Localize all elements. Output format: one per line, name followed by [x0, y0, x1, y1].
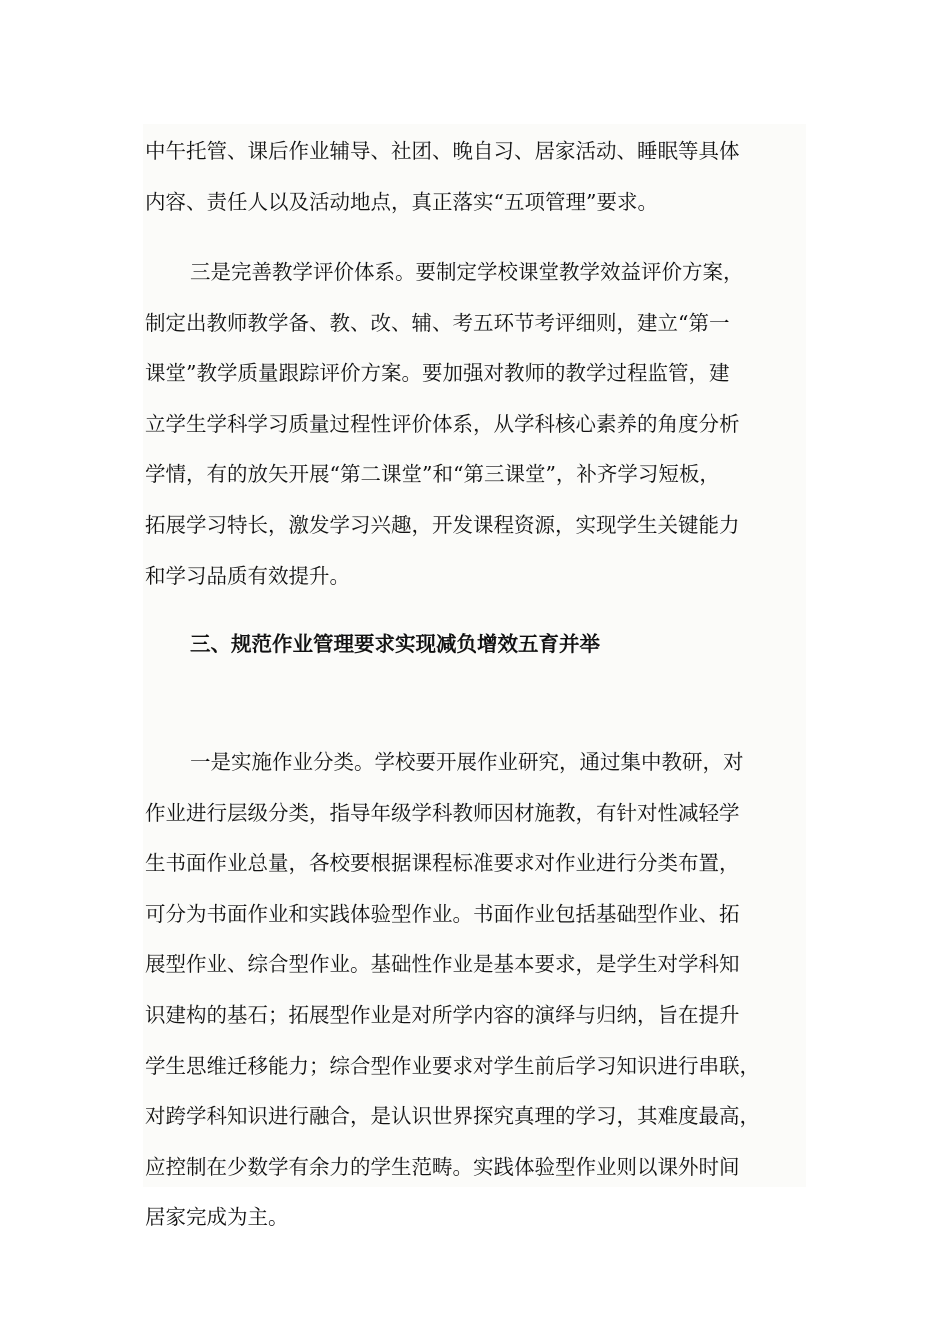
text-line: 居家完成为主。 — [145, 1205, 289, 1230]
text-line: 立学生学科学习质量过程性评价体系，从学科核心素养的角度分析 — [145, 411, 740, 436]
paragraph-continuation — [145, 126, 813, 227]
text-line: 展型作业、综合型作业。基础性作业是基本要求，是学生对学科知 — [145, 952, 740, 977]
paragraph-teaching-evaluation — [145, 247, 813, 601]
section-heading — [145, 619, 813, 670]
text-line: 课堂”教学质量跟踪评价方案。要加强对教师的教学过程监管，建 — [145, 361, 730, 386]
document-page — [143, 124, 806, 1230]
text-line: 和学习品质有效提升。 — [145, 563, 350, 588]
text-line: 制定出教师教学备、教、改、辅、考五环节考评细则，建立“第一 — [145, 310, 730, 335]
text-line: 可分为书面作业和实践体验型作业。书面作业包括基础型作业、拓 — [145, 901, 740, 926]
text-line: 三是完善教学评价体系。要制定学校课堂教学效益评价方案， — [190, 260, 744, 284]
text-line: 作业进行层级分类，指导年级学科教师因材施教，有针对性减轻学 — [145, 800, 740, 825]
text-line: 拓展学习特长，激发学习兴趣，开发课程资源，实现学生关键能力 — [145, 512, 740, 537]
text-line: 识建构的基石；拓展型作业是对所学内容的演绎与归纳，旨在提升 — [145, 1002, 740, 1027]
text-line: 内容、责任人以及活动地点，真正落实“五项管理”要求。 — [145, 189, 658, 214]
text-line: 生书面作业总量，各校要根据课程标准要求对作业进行分类布置， — [145, 851, 740, 876]
text-line: 对跨学科知识进行融合，是认识世界探究真理的学习，其难度最高， — [145, 1104, 760, 1129]
text-line: 一是实施作业分类。学校要开展作业研究，通过集中教研，对 — [190, 750, 744, 774]
section-heading-text: 三、规范作业管理要求实现减负增效五育并举 — [190, 632, 600, 656]
text-line: 学生思维迁移能力；综合型作业要求对学生前后学习知识进行串联， — [145, 1053, 760, 1078]
paragraph-homework-classification — [145, 737, 813, 1243]
text-line: 学情，有的放矢开展“第二课堂”和“第三课堂”，补齐学习短板， — [145, 462, 720, 487]
text-line: 中午托管、课后作业辅导、社团、晚自习、居家活动、睡眠等具体 — [145, 139, 740, 163]
text-line: 应控制在少数学有余力的学生范畴。实践体验型作业则以课外时间 — [145, 1154, 740, 1179]
